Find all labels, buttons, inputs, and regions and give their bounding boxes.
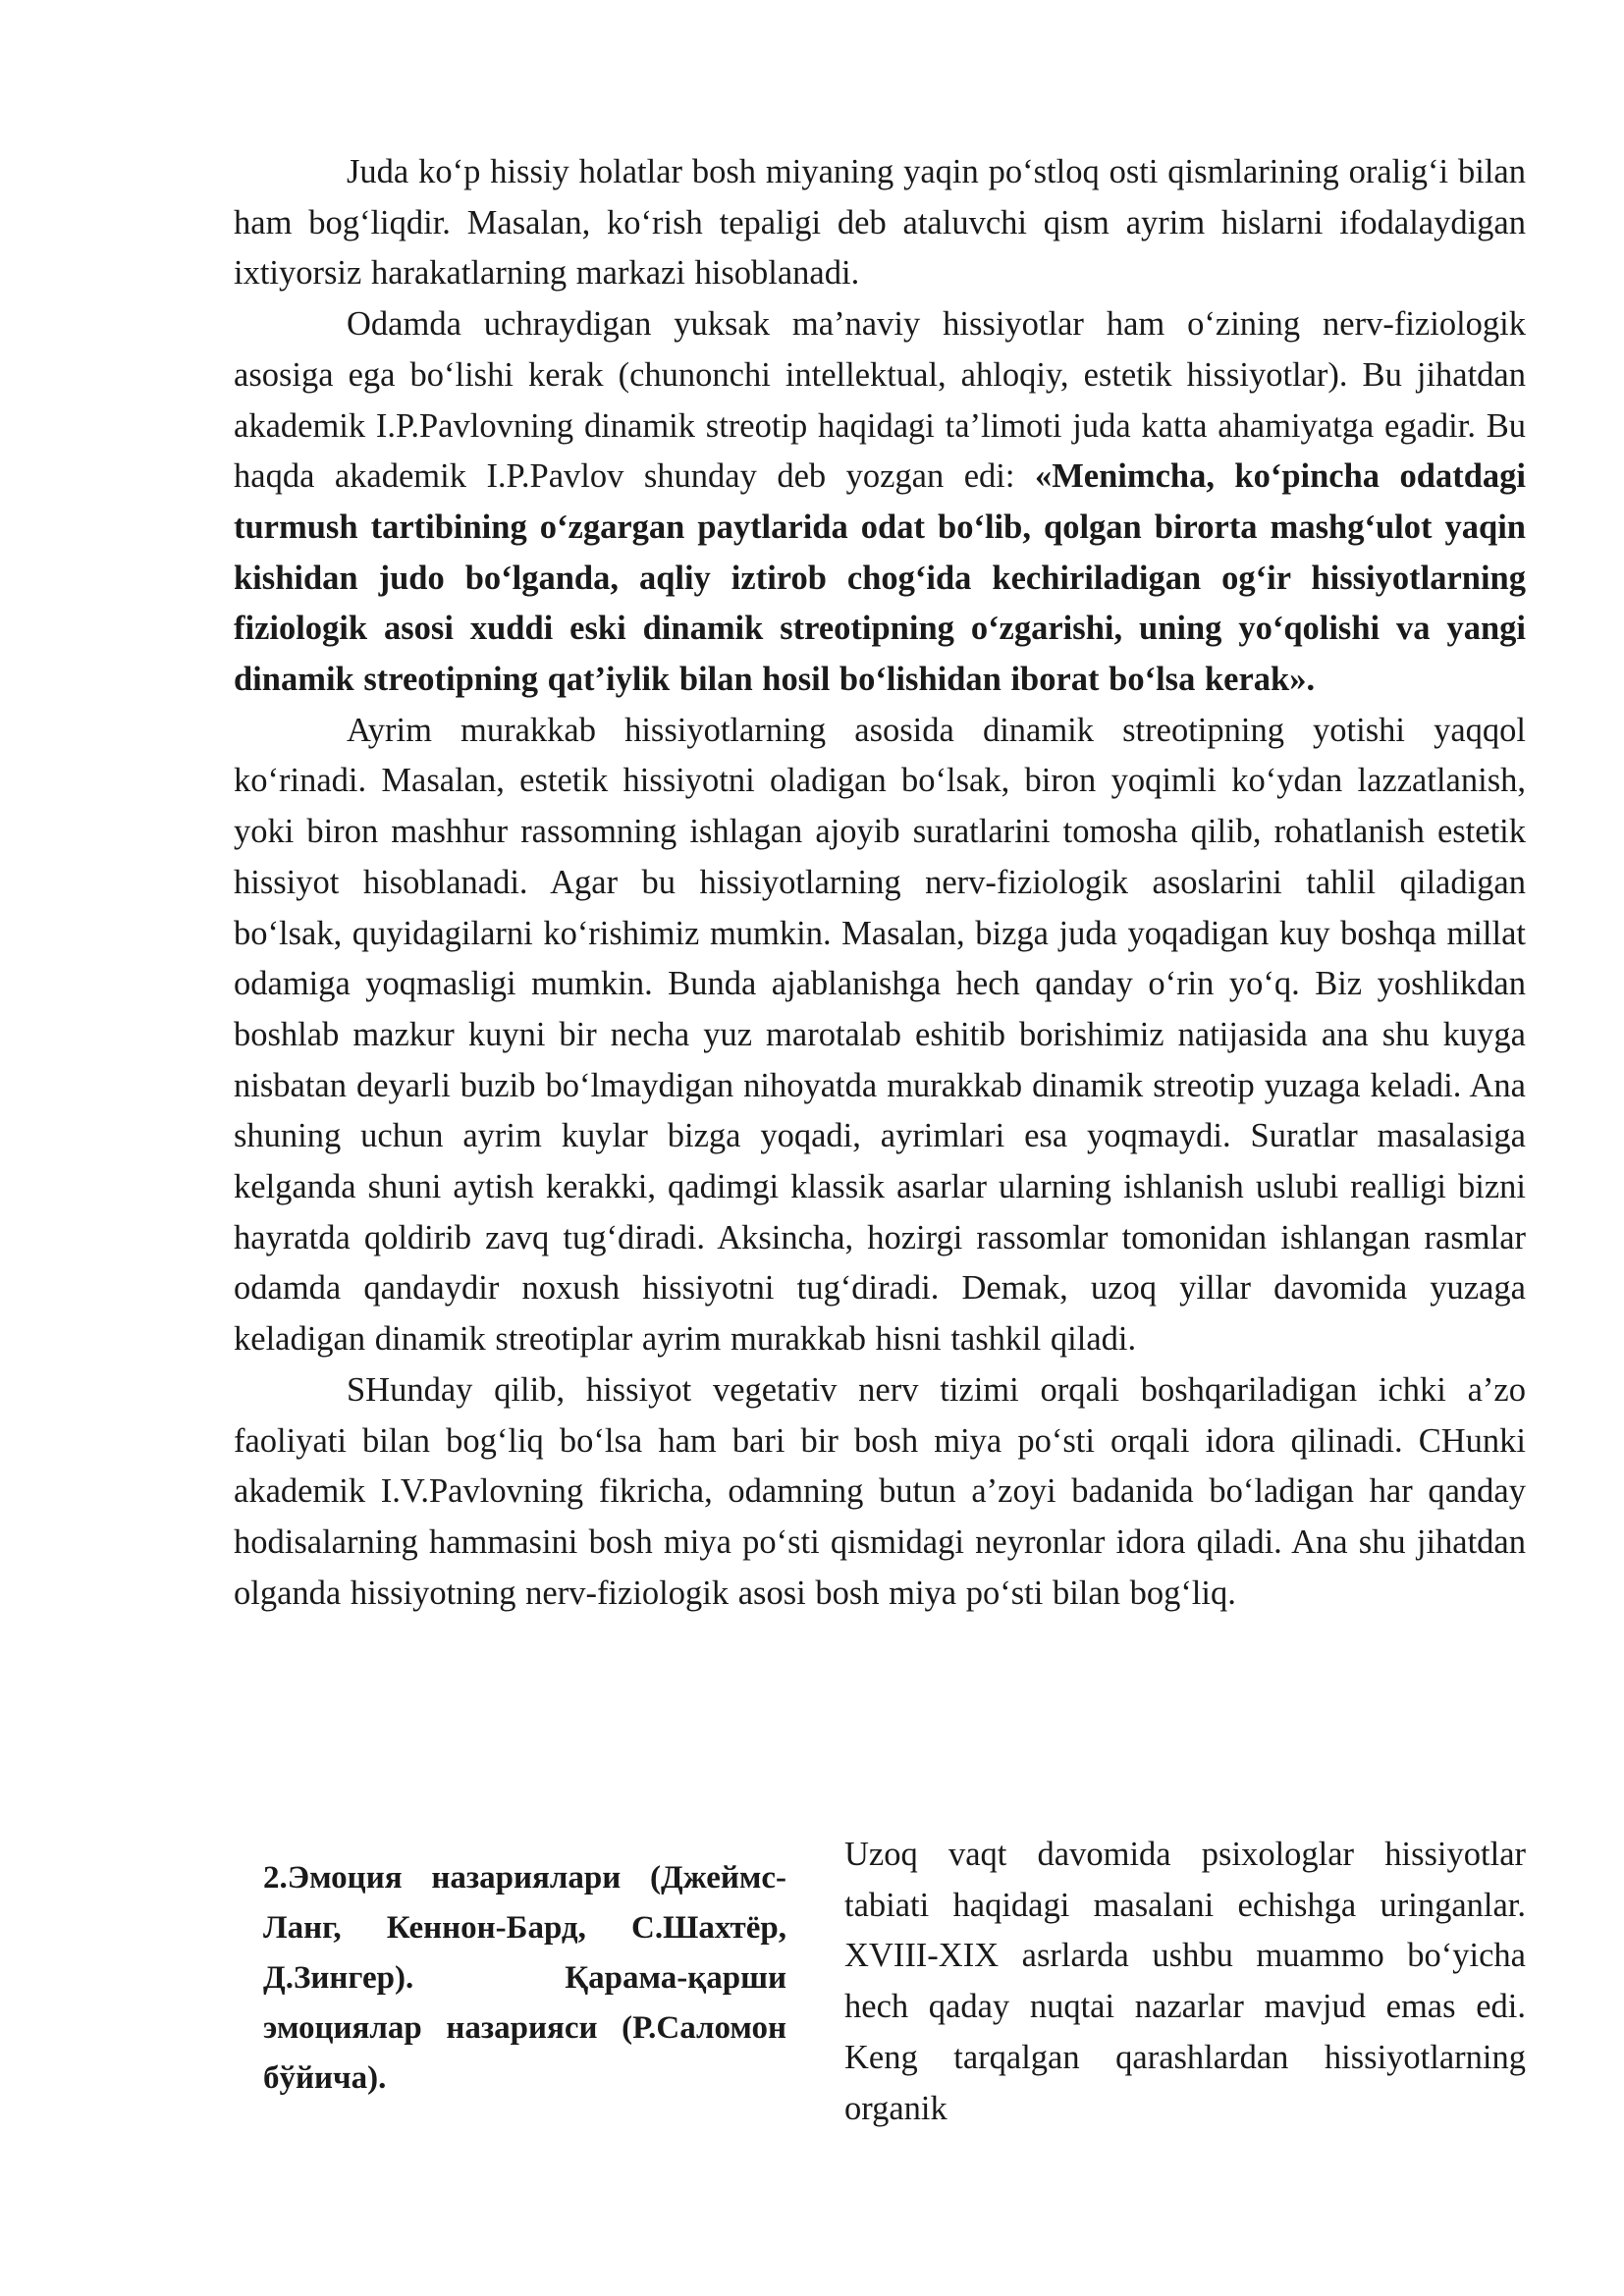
paragraph-2 [234,299,1526,706]
pavlov-quote: «Menimcha, ko‘pincha odatdagi turmush tartibining o‘zgargan paytlarida odat bo‘lib, qolgan birorta mashg‘ulot yaqin kishidan judo bo‘lganda, aqliy iztirob chog‘ida kechiriladigan og‘ir hissiyotlarning fiziologik asosi xuddi eski dinamik streotipning o‘zgarishi, uning yo‘qolishi va yangi dinamik streotipning qat’iylik bilan hosil bo‘lishidan iborat bo‘lsa kerak». [234,457,1526,699]
paragraph-1-text: Juda ko‘p hissiy holatlar bosh miyaning yaqin po‘stloq osti qismlarining oralig‘i bilan ham bog‘liqdir. Masalan, ko‘rish tepaligi deb ataluvchi qism ayrim hislarni ifodalaydigan ixtiyorsiz harakatlarning markazi hisoblanadi. [234,153,1526,293]
paragraph-1 [234,147,1526,299]
section-heading: 2.Эмоция назариялари (Джеймс-Ланг, Кеннон-Бард, С.Шахтёр, Д.Зингер). Қарама-қарши эмоциялар назарияси (Р.Саломон бўйича). [263,1860,786,2096]
paragraph-3-text: Ayrim murakkab hissiyotlarning asosida dinamik streotipning yotishi yaqqol ko‘rinadi. Masalan, estetik hissiyotni oladigan bo‘lsak, biron yoqimli ko‘ydan lazzatlanish, yoki biron mashhur rassomning ishlagan ajoyib suratlarini tomosha qilib, rohatlanish estetik hissiyot hisoblanadi. Agar bu hissiyotlarning nerv-fiziologik asoslarini tahlil qiladigan bo‘lsak, quyidagilarni ko‘rishimiz mumkin. Masalan, bizga juda yoqadigan kuy boshqa millat odamiga yoqmasligi mumkin. Bunda ajablanishga hech qanday o‘rin yo‘q. Biz yoshlikdan boshlab mazkur kuyni bir necha yuz marotalab eshitib borishimiz natijasida ana shu kuyga nisbatan deyarli buzib bo‘lmaydigan nihoyatda murakkab dinamik streotip yuzaga keladi. Ana shuning uchun ayrim kuylar bizga yoqadi, ayrimlari esa yoqmaydi. Suratlar masalasiga kelganda shuni aytish kerakki, qadimgi klassik asarlar ularning ishlanish uslubi realligi bizni hayratda qoldirib zavq tug‘diradi. Aksincha, hozirgi rassomlar tomonidan ishlangan rasmlar odamda qandaydir noxush hissiyotni tug‘diradi. Demak, uzoq yillar davomida yuzaga keladigan dinamik streotiplar ayrim murakkab hisni tashkil qiladi. [234,711,1526,1359]
section-intro-text: Uzoq vaqt davomida psixologlar hissiyotlar tabiati haqidagi masalani echishga uringanlar. XVIII-XIX asrlarda ushbu muammo bo‘yicha hech qaday nuqtai nazarlar mavjud emas edi. Keng tarqalgan qarashlardan hissiyotlarning organik [844,1836,1526,2127]
paragraph-4-text: SHunday qilib, hissiyot vegetativ nerv tizimi orqali boshqariladigan ichki a’zo faoliyati bilan bog‘liq bo‘lsa ham bari bir bosh miya po‘sti orqali idora qilinadi. CHunki akademik I.V.Pavlovning fikricha, odamning butun a’zoyi badanida bo‘ladigan har qanday hodisalarning hammasini bosh miya po‘sti qismidagi neyronlar idora qiladi. Ana shu jihatdan olganda hissiyotning nerv-fiziologik asosi bosh miya po‘sti bilan bog‘liq. [234,1370,1526,1612]
section-start [234,1830,1526,2154]
paragraph-3 [234,706,1526,1365]
paragraph-2-text: Odamda uchraydigan yuksak ma’naviy hissiyotlar ham o‘zining nerv-fiziologik asosiga ega bo‘lishi kerak (chunonchi intellektual, ahloqiy, estetik hissiyotlar). Bu jihatdan akademik I.P.Pavlovning dinamik streotip haqidagi ta’limoti juda katta ahamiyatga egadir. Bu haqda akademik I.P.Pavlov shunday deb yozgan edi: [234,305,1526,496]
body-text [234,147,1526,1619]
paragraph-4 [234,1365,1526,1620]
